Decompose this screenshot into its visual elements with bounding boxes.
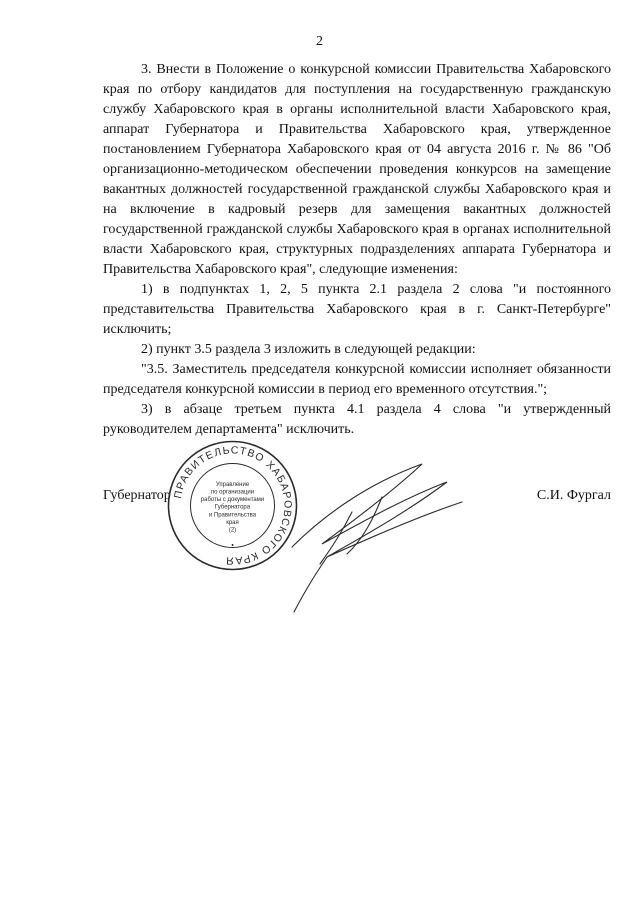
paragraph-item-3: 3) в абзаце третьем пункта 4.1 раздела 4 слова "и утвержденный руководителем департамента" исключить. <box>103 402 611 437</box>
page-number: 2 <box>316 34 323 49</box>
signer-position: Губернатор <box>103 488 171 503</box>
seal-center-line: Губернатора <box>214 504 251 511</box>
paragraph-quote-3-5: "3.5. Заместитель председателя конкурсной комиссии исполняет обязанности председателя конкурсной комиссии в период его временного отсутствия."; <box>103 362 611 397</box>
seal-center-line: Управление <box>215 481 250 488</box>
svg-text:•: • <box>231 541 234 550</box>
paragraph-item-1: 1) в подпунктах 1, 2, 5 пункта 2.1 раздела 2 слова "и постоянного представительства Правительства Хабаровского края в г. Санкт-Петербурге" исключить; <box>103 282 611 337</box>
seal-center-line: (2) <box>228 527 237 534</box>
svg-text:ПРАВИТЕЛЬСТВО ХАБАРОВСКОГО КРА: ПРАВИТЕЛЬСТВО ХАБАРОВСКОГО КРАЯ <box>171 444 294 567</box>
seal-center-line: работы с документами <box>200 497 265 504</box>
document-body <box>103 60 611 440</box>
seal-center-line: и Правительства <box>208 512 257 519</box>
paragraph-item-2: 2) пункт 3.5 раздела 3 изложить в следующей редакции: <box>141 342 476 357</box>
handwritten-signature <box>232 452 482 622</box>
seal-center-line: по организации <box>210 489 255 496</box>
paragraph-amendment-intro: 3. Внести в Положение о конкурсной комиссии Правительства Хабаровского края по отбору кандидатов для поступления на государственную гражданскую службу Хабаровского края в органы исполнительной власти Хабаровского края, аппарат Губернатора и Правительства Хабаровского края, утвержденное постановлением Губернатора Хабаровского края от 04 августа 2016 г. № 86 "Об организационно-методическом обеспечении проведения конкурсов на замещение вакантных должностей государственной гражданской службы Хабаровского края и на включение в кадровый резерв для замещения вакантных должностей государственной гражданской службы Хабаровского края в органах исполнительной власти Хабаровского края, структурных подразделениях аппарата Губернатора и Правительства Хабаровского края", следующие изменения: <box>103 62 611 277</box>
signer-name: С.И. Фургал <box>536 488 611 503</box>
seal-center-line: края <box>226 519 239 526</box>
